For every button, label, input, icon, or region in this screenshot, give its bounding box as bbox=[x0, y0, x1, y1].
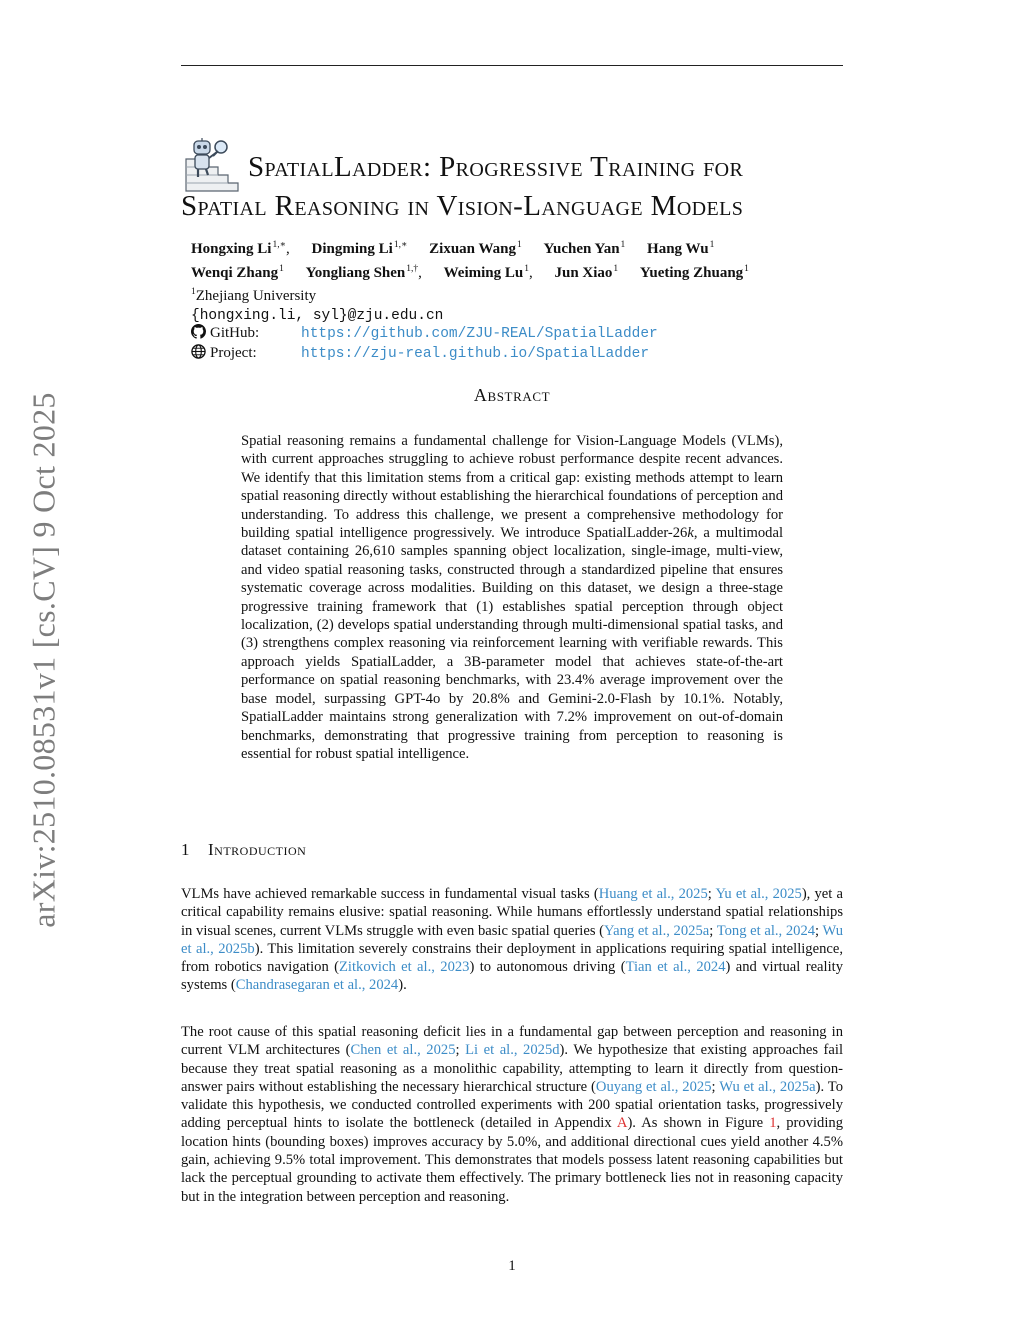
citation-link[interactable]: Wu et al., 2025b bbox=[181, 922, 844, 957]
author-row-2 bbox=[191, 260, 767, 284]
title-line-2: Spatial Reasoning in Vision-Language Models bbox=[181, 190, 744, 222]
intro-paragraph-2: The root cause of this spatial reasoning deficit lies in a fundamental gap between perception and reasoning in current VLM architectures (Chen et al., 2025; Li et al., 2025d). We hypothesize that existing approaches fail because they treat spatial reasoning as a monolithic capability, attempting to learn it directly from question-answer pairs without establishing the necessary hierarchical structure (Ouyang et al., 2025; Wu et al., 2025a). To validate this hypothesis, we conducted controlled experiments with 200 spatial orientation tasks, progressively adding perceptual hints to isolate the bottleneck (detailed in Appendix A). As shown in Figure 1, providing location hints (bounding boxes) improves accuracy by 5.0%, and additional directional cues yield another 4.5% gain, achieving 9.5% total improvement. This demonstrates that models possess latent reasoning capabilities but lack the perceptual grounding to activate them effectively. The primary bottleneck lies not in reasoning capacity but in the integration between perception and reasoning. bbox=[181, 1024, 843, 1205]
author: Yuchen Yan$^1$ bbox=[543, 240, 626, 257]
abstract-heading: Abstract bbox=[473, 385, 551, 405]
project-links bbox=[191, 323, 658, 363]
author: Zixuan Wang$^1$ bbox=[429, 240, 522, 257]
citation-link[interactable]: Tian et al., 2024 bbox=[625, 959, 726, 976]
author: Yongliang Shen$^{1,\dagger}$, bbox=[305, 263, 422, 281]
author: Hang Wu$^1$ bbox=[647, 240, 715, 257]
project-label: Project: bbox=[210, 345, 257, 361]
appendix-reference-link[interactable]: A bbox=[616, 1115, 628, 1132]
paper-title bbox=[181, 148, 851, 226]
github-url-link[interactable]: https://github.com/ZJU-REAL/SpatialLadder bbox=[301, 326, 658, 342]
abstract-text: Spatial reasoning remains a fundamental challenge for Vision-Language Models (VLMs), with current approaches struggling to achieve robust performance despite recent advances. We identify that this limitation stems from a critical gap: existing methods attempt to learn spatial reasoning directly without establishing the hierarchical foundations of perception and understanding. To address this challenge, we present a comprehensive methodology for building spatial intelligence progressively. We introduce SpatialLadder-26k, a multimodal dataset containing 26,610 samples spanning object localization, single-image, multi-view, and video spatial reasoning tasks, constructed through a standardized pipeline that ensures systematic coverage across modalities. Building on this dataset, we design a three-stage progressive training framework that (1) establishes spatial perception through object localization, (2) develops spatial understanding through multi-dimensional spatial tasks, and (3) strengthens complex reasoning via reinforcement learning with verifiable rewards. This approach yields SpatialLadder, a 3B-parameter model that achieves state-of-the-art performance on spatial reasoning benchmarks, with 23.4% average improvement over the base model, surpassing GPT-4o by 20.8% and Gemini-2.0-Flash by 10.1%. Notably, SpatialLadder maintains strong generalization with 7.2% improvement on out-of-domain benchmarks, demonstrating that progressive training from perception to reasoning is essential for robust spatial intelligence. bbox=[241, 433, 783, 762]
citation-link[interactable]: Wu et al., 2025a bbox=[719, 1078, 816, 1095]
citation-link[interactable]: Chandrasegaran et al., 2024 bbox=[235, 977, 399, 994]
figure-reference-link[interactable]: 1 bbox=[769, 1115, 777, 1132]
author-email: {hongxing.li, syl}@zju.edu.cn bbox=[191, 307, 444, 324]
top-rule bbox=[181, 65, 843, 66]
author-row-1 bbox=[191, 236, 767, 260]
citation-link[interactable]: Huang et al., 2025 bbox=[598, 886, 708, 902]
author: Yueting Zhuang$^1$ bbox=[639, 263, 749, 281]
citation-link[interactable]: Yang et al., 2025a bbox=[604, 922, 710, 939]
page-number: 1 bbox=[508, 1258, 516, 1274]
title-line-1: SpatialLadder: Progressive Training for bbox=[248, 151, 744, 183]
project-link-row bbox=[191, 343, 658, 363]
citation-link[interactable]: Chen et al., 2025 bbox=[350, 1042, 456, 1059]
citation-link[interactable]: Ouyang et al., 2025 bbox=[595, 1078, 712, 1095]
intro-paragraph-1: VLMs have achieved remarkable success in fundamental visual tasks (Huang et al., 2025; Yu et al., 2025), yet a critical capability remains elusive: spatial reasoning. While humans effortlessly understand spatial relationships in visual scenes, current VLMs struggle with even basic spatial queries (Yang et al., 2025a; Tong et al., 2024; Wu et al., 2025b). This limitation severely constrains their deployment in applications requiring spatial intelligence, from robotics navigation (Zitkovich et al., 2023) to autonomous driving (Tian et al., 2024) and virtual reality systems (Chandrasegaran et al., 2024). bbox=[181, 886, 844, 994]
project-url-link[interactable]: https://zju-real.github.io/SpatialLadder bbox=[301, 346, 650, 362]
arxiv-identifier: arXiv:2510.08531v1 [cs.CV] 9 Oct 2025 bbox=[25, 392, 62, 928]
author: Jun Xiao$^1$ bbox=[554, 263, 619, 281]
globe-icon bbox=[191, 344, 206, 359]
section-heading: 1 Introduction bbox=[181, 840, 307, 859]
author: Dingming $Li^{1,∗}$ bbox=[311, 240, 408, 257]
author-block bbox=[191, 236, 767, 326]
citation-link[interactable]: Tong et al., 2024 bbox=[716, 922, 816, 939]
github-link-row bbox=[191, 323, 658, 343]
author: Hongxing $Li^{1,∗}$, bbox=[191, 240, 290, 257]
citation-link[interactable]: Li et al., 2025d bbox=[465, 1042, 560, 1059]
author: Wenqi Zhang$^1$ bbox=[191, 263, 284, 281]
github-label: GitHub: bbox=[210, 325, 260, 341]
author: Weiming Lu$^1$, bbox=[443, 263, 533, 281]
github-icon bbox=[191, 324, 206, 339]
citation-link[interactable]: Zitkovich et al., 2023 bbox=[339, 959, 470, 976]
affiliation: $^1$Zhejiang University bbox=[191, 287, 317, 304]
citation-link[interactable]: Yu et al., 2025 bbox=[715, 886, 802, 902]
